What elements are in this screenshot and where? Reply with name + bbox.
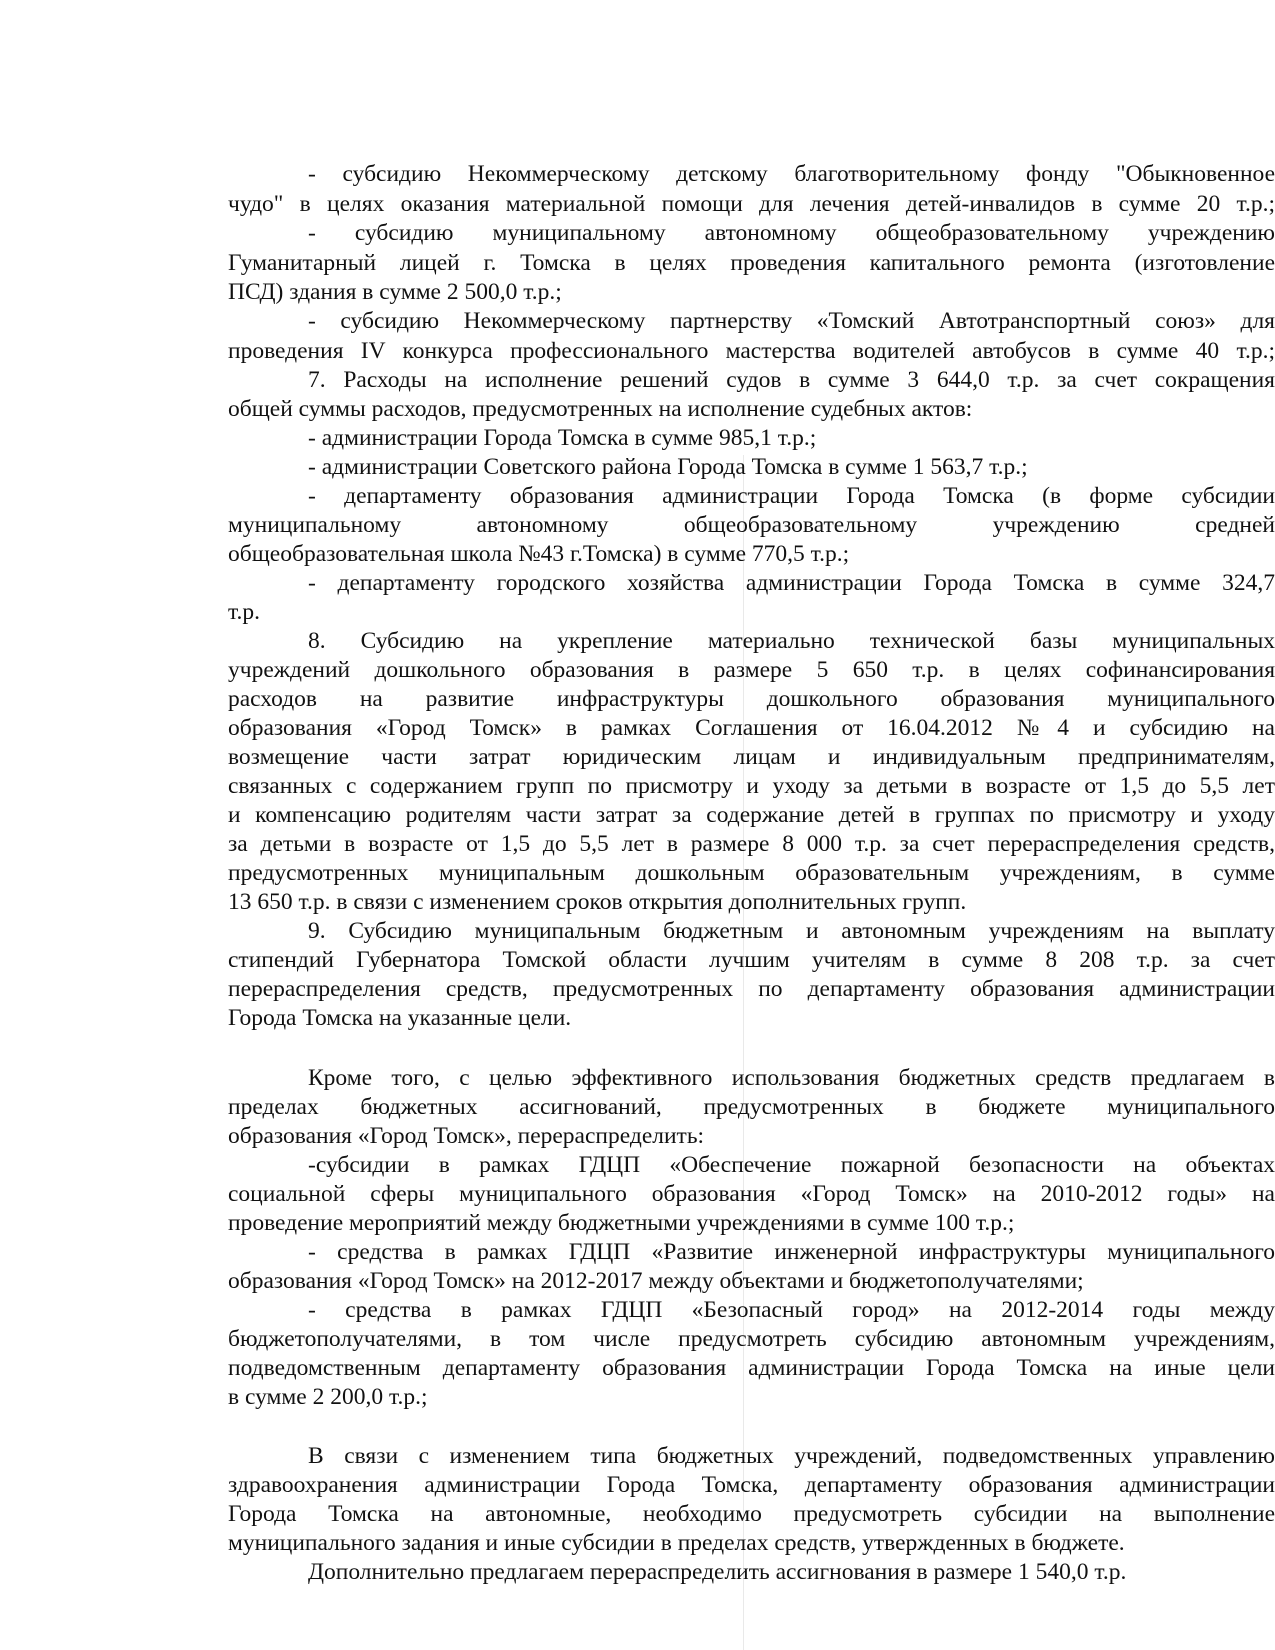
text-line: - департаменту образования администрации Города Томска (в форме субсидии	[308, 483, 1275, 509]
text-line: общеобразовательная школа №43 г.Томска) в сумме 770,5 т.р.;	[228, 541, 850, 567]
text-line: - средства в рамках ГДЦП «Развитие инженерной инфраструктуры муниципального	[308, 1239, 1275, 1265]
text-line: учреждений дошкольного образования в размере 5 650 т.р. в целях софинансирования	[228, 657, 1275, 683]
text-line: стипендий Губернатора Томской области лучшим учителям в сумме 8 208 т.р. за счет	[228, 947, 1275, 973]
text-line: ПСД) здания в сумме 2 500,0 т.р.;	[228, 279, 562, 305]
text-line: т.р.	[228, 599, 261, 625]
text-line: - средства в рамках ГДЦП «Безопасный город» на 2012-2014 годы между	[308, 1297, 1275, 1323]
text-line: перераспределения средств, предусмотренных по департаменту образования администрации	[228, 976, 1275, 1002]
text-line: чудо" в целях оказания материальной помощи для лечения детей-инвалидов в сумме 20 т.р.;	[228, 191, 1275, 217]
text-line: связанных с содержанием групп по присмотру и уходу за детьми в возрасте от 1,5 до 5,5 лет	[228, 773, 1275, 799]
text-line: здравоохранения администрации Города Томска, департаменту образования администрации	[228, 1472, 1275, 1498]
text-line: проведения IV конкурса профессионального мастерства водителей автобусов в сумме 40 т.р.;	[228, 338, 1275, 364]
text-line: 9. Субсидию муниципальным бюджетным и автономным учреждениям на выплату	[308, 918, 1275, 944]
text-line: муниципальному автономному общеобразовательному учреждению средней	[228, 512, 1275, 538]
text-line: пределах бюджетных ассигнований, предусмотренных в бюджете муниципального	[228, 1094, 1275, 1120]
text-line: социальной сферы муниципального образования «Город Томск» на 2010-2012 годы» на	[228, 1181, 1275, 1207]
text-line: Города Томска на указанные цели.	[228, 1005, 572, 1031]
text-line: Города Томска на автономные, необходимо предусмотреть субсидии на выполнение	[228, 1501, 1275, 1527]
text-line: образования «Город Томск», перераспределить:	[228, 1123, 705, 1149]
text-line: 7. Расходы на исполнение решений судов в сумме 3 644,0 т.р. за счет сокращения	[308, 367, 1275, 393]
text-line: общей суммы расходов, предусмотренных на исполнение судебных актов:	[228, 396, 973, 422]
text-line: образования «Город Томск» на 2012-2017 между объектами и бюджетополучателями;	[228, 1268, 1084, 1294]
text-line: муниципального задания и иные субсидии в пределах средств, утвержденных в бюджете.	[228, 1530, 1125, 1556]
text-line: проведение мероприятий между бюджетными учреждениями в сумме 100 т.р.;	[228, 1210, 1015, 1236]
text-line: - администрации Города Томска в сумме 985,1 т.р.;	[308, 425, 817, 451]
text-line: образования «Город Томск» в рамках Соглашения от 16.04.2012 №4 и субсидию на	[228, 715, 1275, 741]
text-line: за детьми в возрасте от 1,5 до 5,5 лет в размере 8 000 т.р. за счет перераспределения средств,	[228, 831, 1275, 857]
text-line: возмещение части затрат юридическим лицам и индивидуальным предпринимателям,	[228, 744, 1275, 770]
text-line: -субсидии в рамках ГДЦП «Обеспечение пожарной безопасности на объектах	[308, 1152, 1275, 1178]
text-line: подведомственным департаменту образования администрации Города Томска на иные цели	[228, 1355, 1275, 1381]
text-line: предусмотренных муниципальным дошкольным образовательным учреждениям, в сумме	[228, 860, 1275, 886]
text-line: бюджетополучателями, в том числе предусмотреть субсидию автономным учреждениям,	[228, 1326, 1275, 1352]
text-line: - департаменту городского хозяйства администрации Города Томска в сумме 324,7	[308, 570, 1275, 596]
text-line: расходов на развитие инфраструктуры дошкольного образования муниципального	[228, 686, 1275, 712]
text-line: - субсидию Некоммерческому детскому благотворительному фонду "Обыкновенное	[308, 161, 1275, 187]
text-line: В связи с изменением типа бюджетных учреждений, подведомственных управлению	[308, 1443, 1275, 1469]
text-line: Кроме того, с целью эффективного использования бюджетных средств предлагаем в	[308, 1065, 1275, 1091]
text-line: в сумме 2 200,0 т.р.;	[228, 1384, 428, 1410]
text-line: - администрации Советского района Города Томска в сумме 1 563,7 т.р.;	[308, 454, 1028, 480]
text-line: Гуманитарный лицей г. Томска в целях проведения капитального ремонта (изготовление	[228, 250, 1275, 276]
text-line: 13 650 т.р. в связи с изменением сроков открытия дополнительных групп.	[228, 889, 967, 915]
text-line: - субсидию Некоммерческому партнерству «Томский Автотранспортный союз» для	[308, 308, 1275, 334]
text-line: 8. Субсидию на укрепление материально технической базы муниципальных	[308, 628, 1275, 654]
text-line: Дополнительно предлагаем перераспределить ассигнования в размере 1 540,0 т.р.	[308, 1559, 1127, 1585]
text-line: - субсидию муниципальному автономному общеобразовательному учреждению	[308, 220, 1275, 246]
text-line: и компенсацию родителям части затрат за содержание детей в группах по присмотру и уходу	[228, 802, 1275, 828]
